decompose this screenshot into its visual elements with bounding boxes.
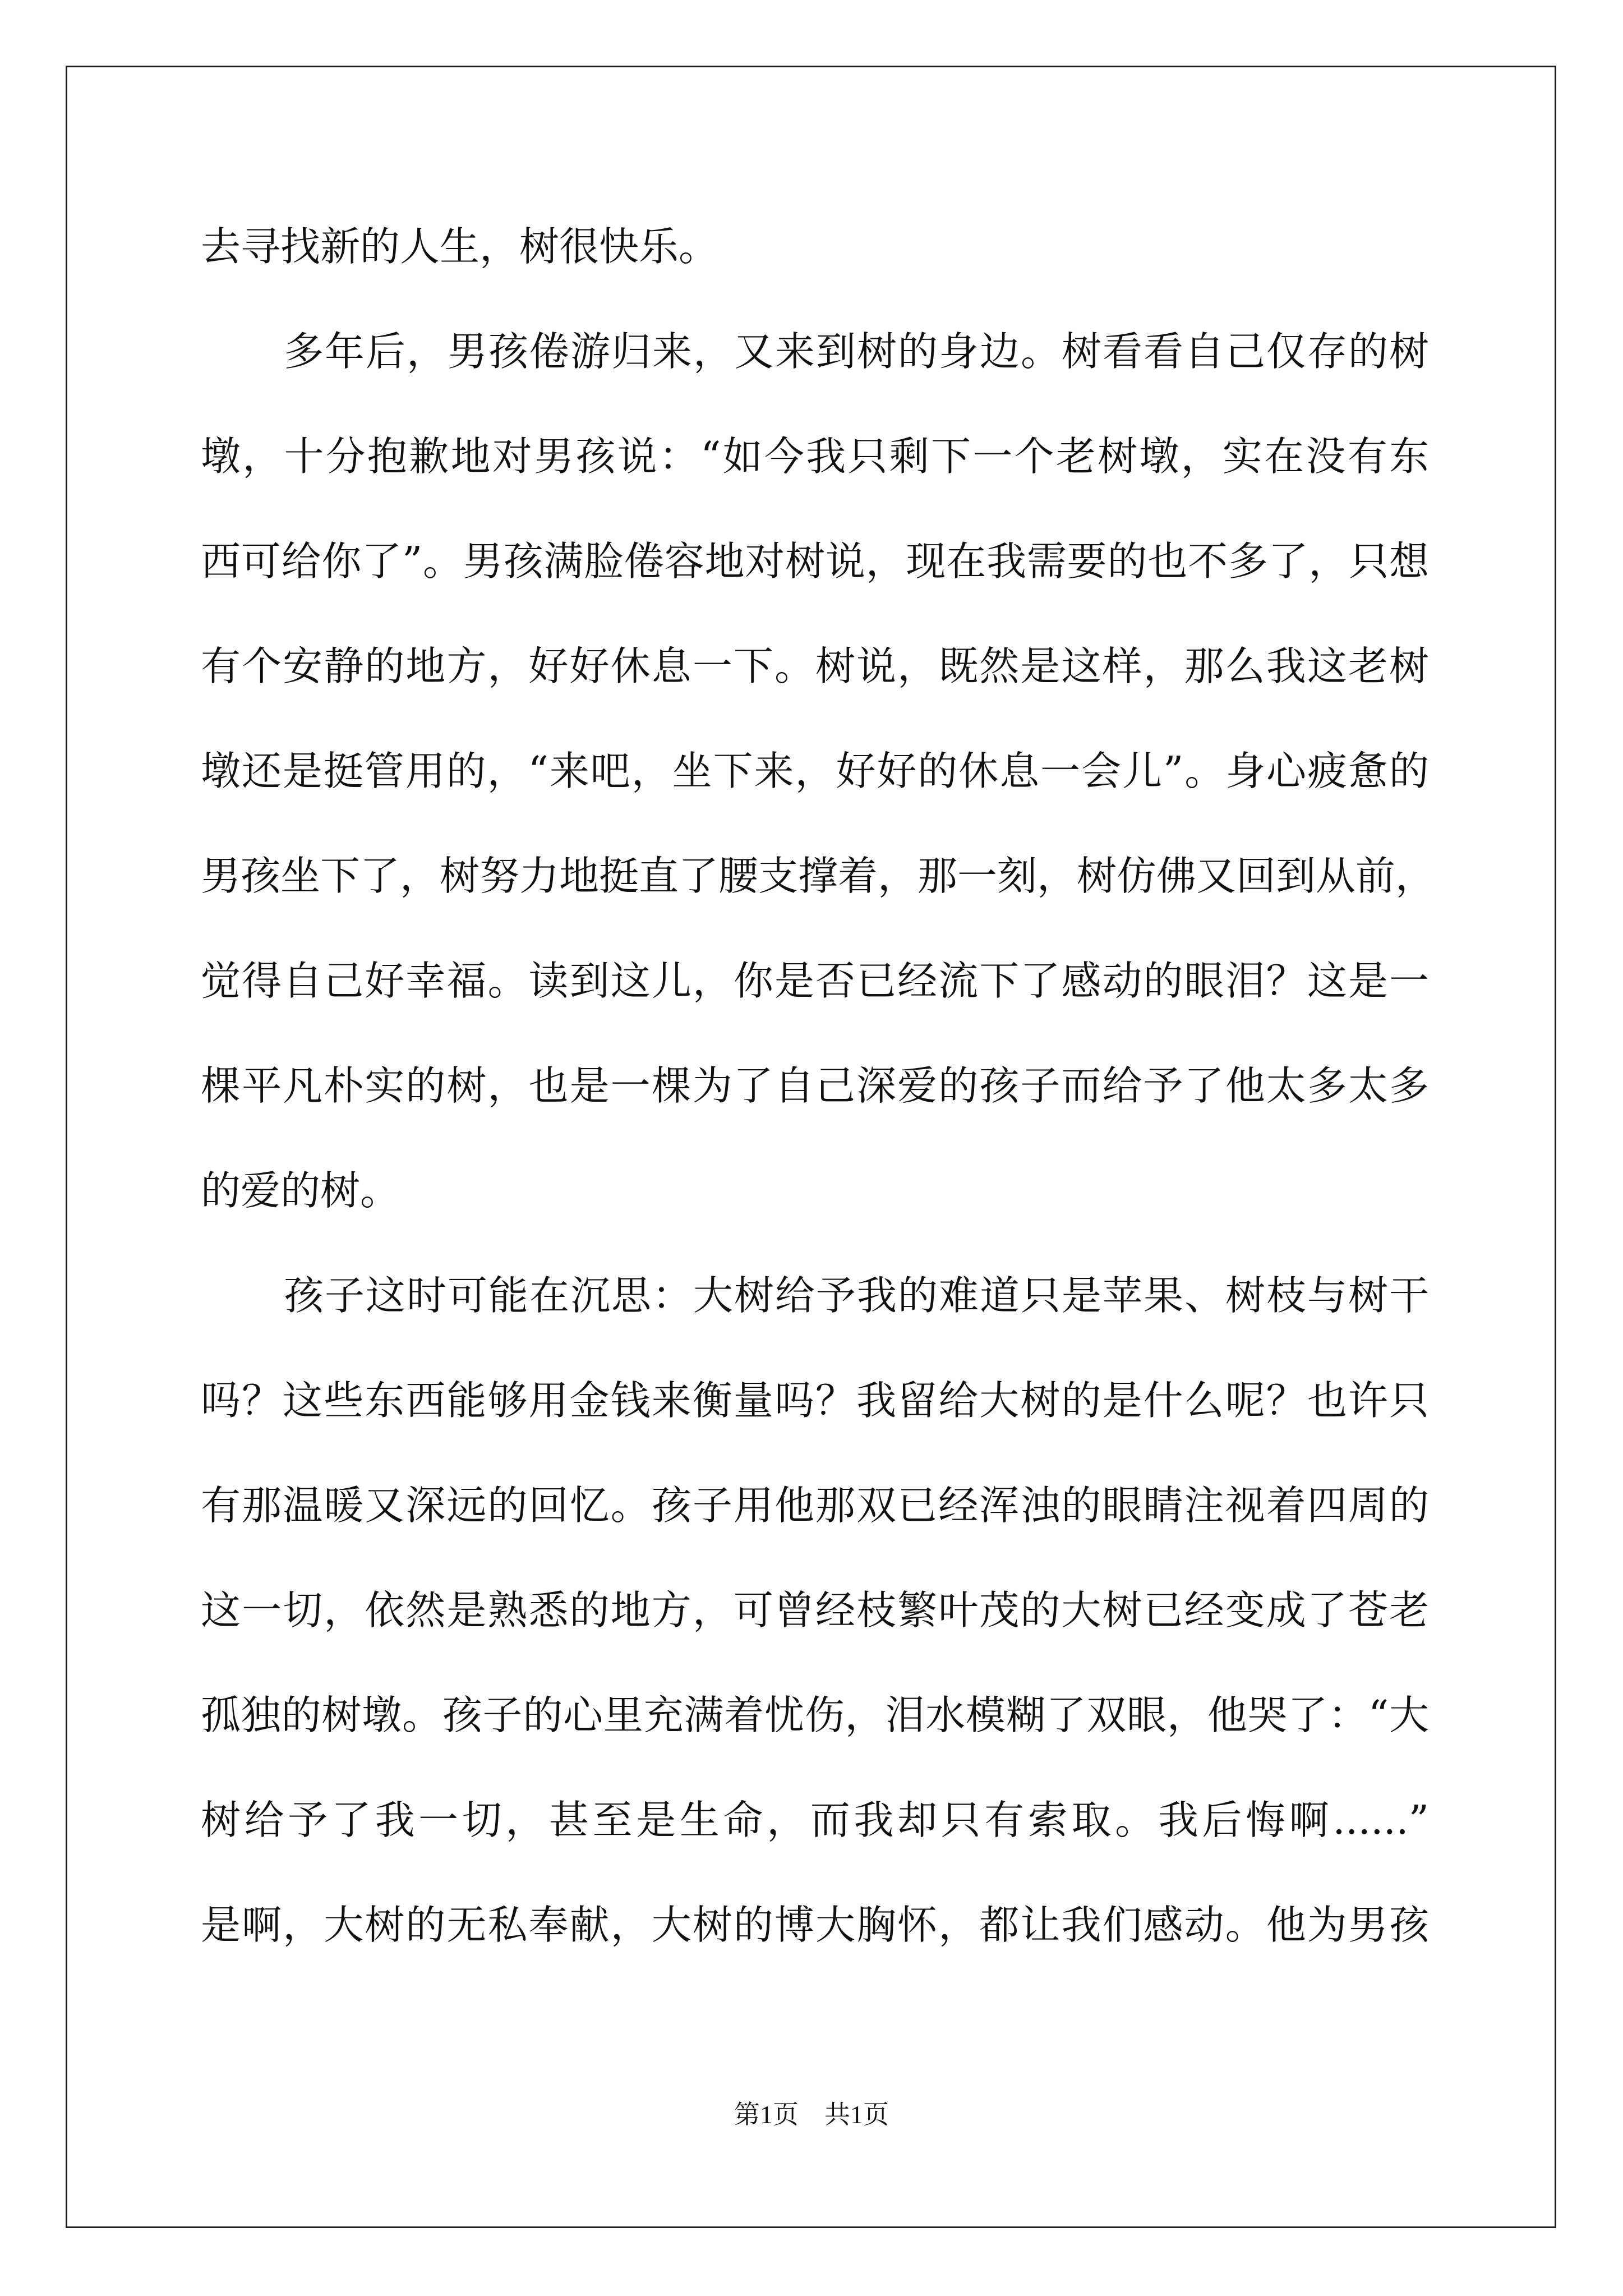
text-line: 西可给你了”。男孩满脸倦容地对树说，现在我需要的也不多了，只想 <box>201 538 1429 585</box>
text-line: 男孩坐下了，树努力地挺直了腰支撑着，那一刻，树仿佛又回到从前， <box>201 853 1436 899</box>
text-line: 孤独的树墩。孩子的心里充满着忧伤，泪水模糊了双眼，他哭了：“大 <box>201 1692 1429 1738</box>
document-body <box>201 219 1436 2003</box>
text-line: 去寻找新的人生，树很快乐。 <box>201 223 719 270</box>
text-line: 有那温暖又深远的回忆。孩子用他那双已经浑浊的眼睛注视着四周的 <box>201 1482 1429 1529</box>
page-footer: 第1页 共1页 <box>734 2100 889 2129</box>
text-line: 棵平凡朴实的树，也是一棵为了自己深爱的孩子而给予了他太多太多 <box>201 1062 1429 1109</box>
text-line: 觉得自己好幸福。读到这儿，你是否已经流下了感动的眼泪？这是一 <box>201 958 1429 1004</box>
text-line: 吗？这些东西能够用金钱来衡量吗？我留给大树的是什么呢？也许只 <box>201 1377 1429 1424</box>
text-line: 是啊，大树的无私奉献，大树的博大胸怀，都让我们感动。他为男孩 <box>201 1902 1429 1948</box>
text-line: 的爱的树。 <box>201 1167 400 1214</box>
text-line: 树给予了我一切，甚至是生命，而我却只有索取。我后悔啊......” <box>201 1797 1429 1843</box>
text-line: 墩还是挺管用的，“来吧，坐下来，好好的休息一会儿”。身心疲惫的 <box>201 748 1429 794</box>
text-line: 多年后，男孩倦游归来，又来到树的身边。树看看自己仅存的树 <box>284 328 1429 375</box>
text-line: 有个安静的地方，好好休息一下。树说，既然是这样，那么我这老树 <box>201 643 1429 689</box>
text-line: 墩，十分抱歉地对男孩说：“如今我只剩下一个老树墩，实在没有东 <box>201 433 1429 480</box>
text-line: 孩子这时可能在沉思：大树给予我的难道只是苹果、树枝与树干 <box>284 1272 1429 1319</box>
text-line: 这一切，依然是熟悉的地方，可曾经枝繁叶茂的大树已经变成了苍老 <box>201 1587 1429 1634</box>
